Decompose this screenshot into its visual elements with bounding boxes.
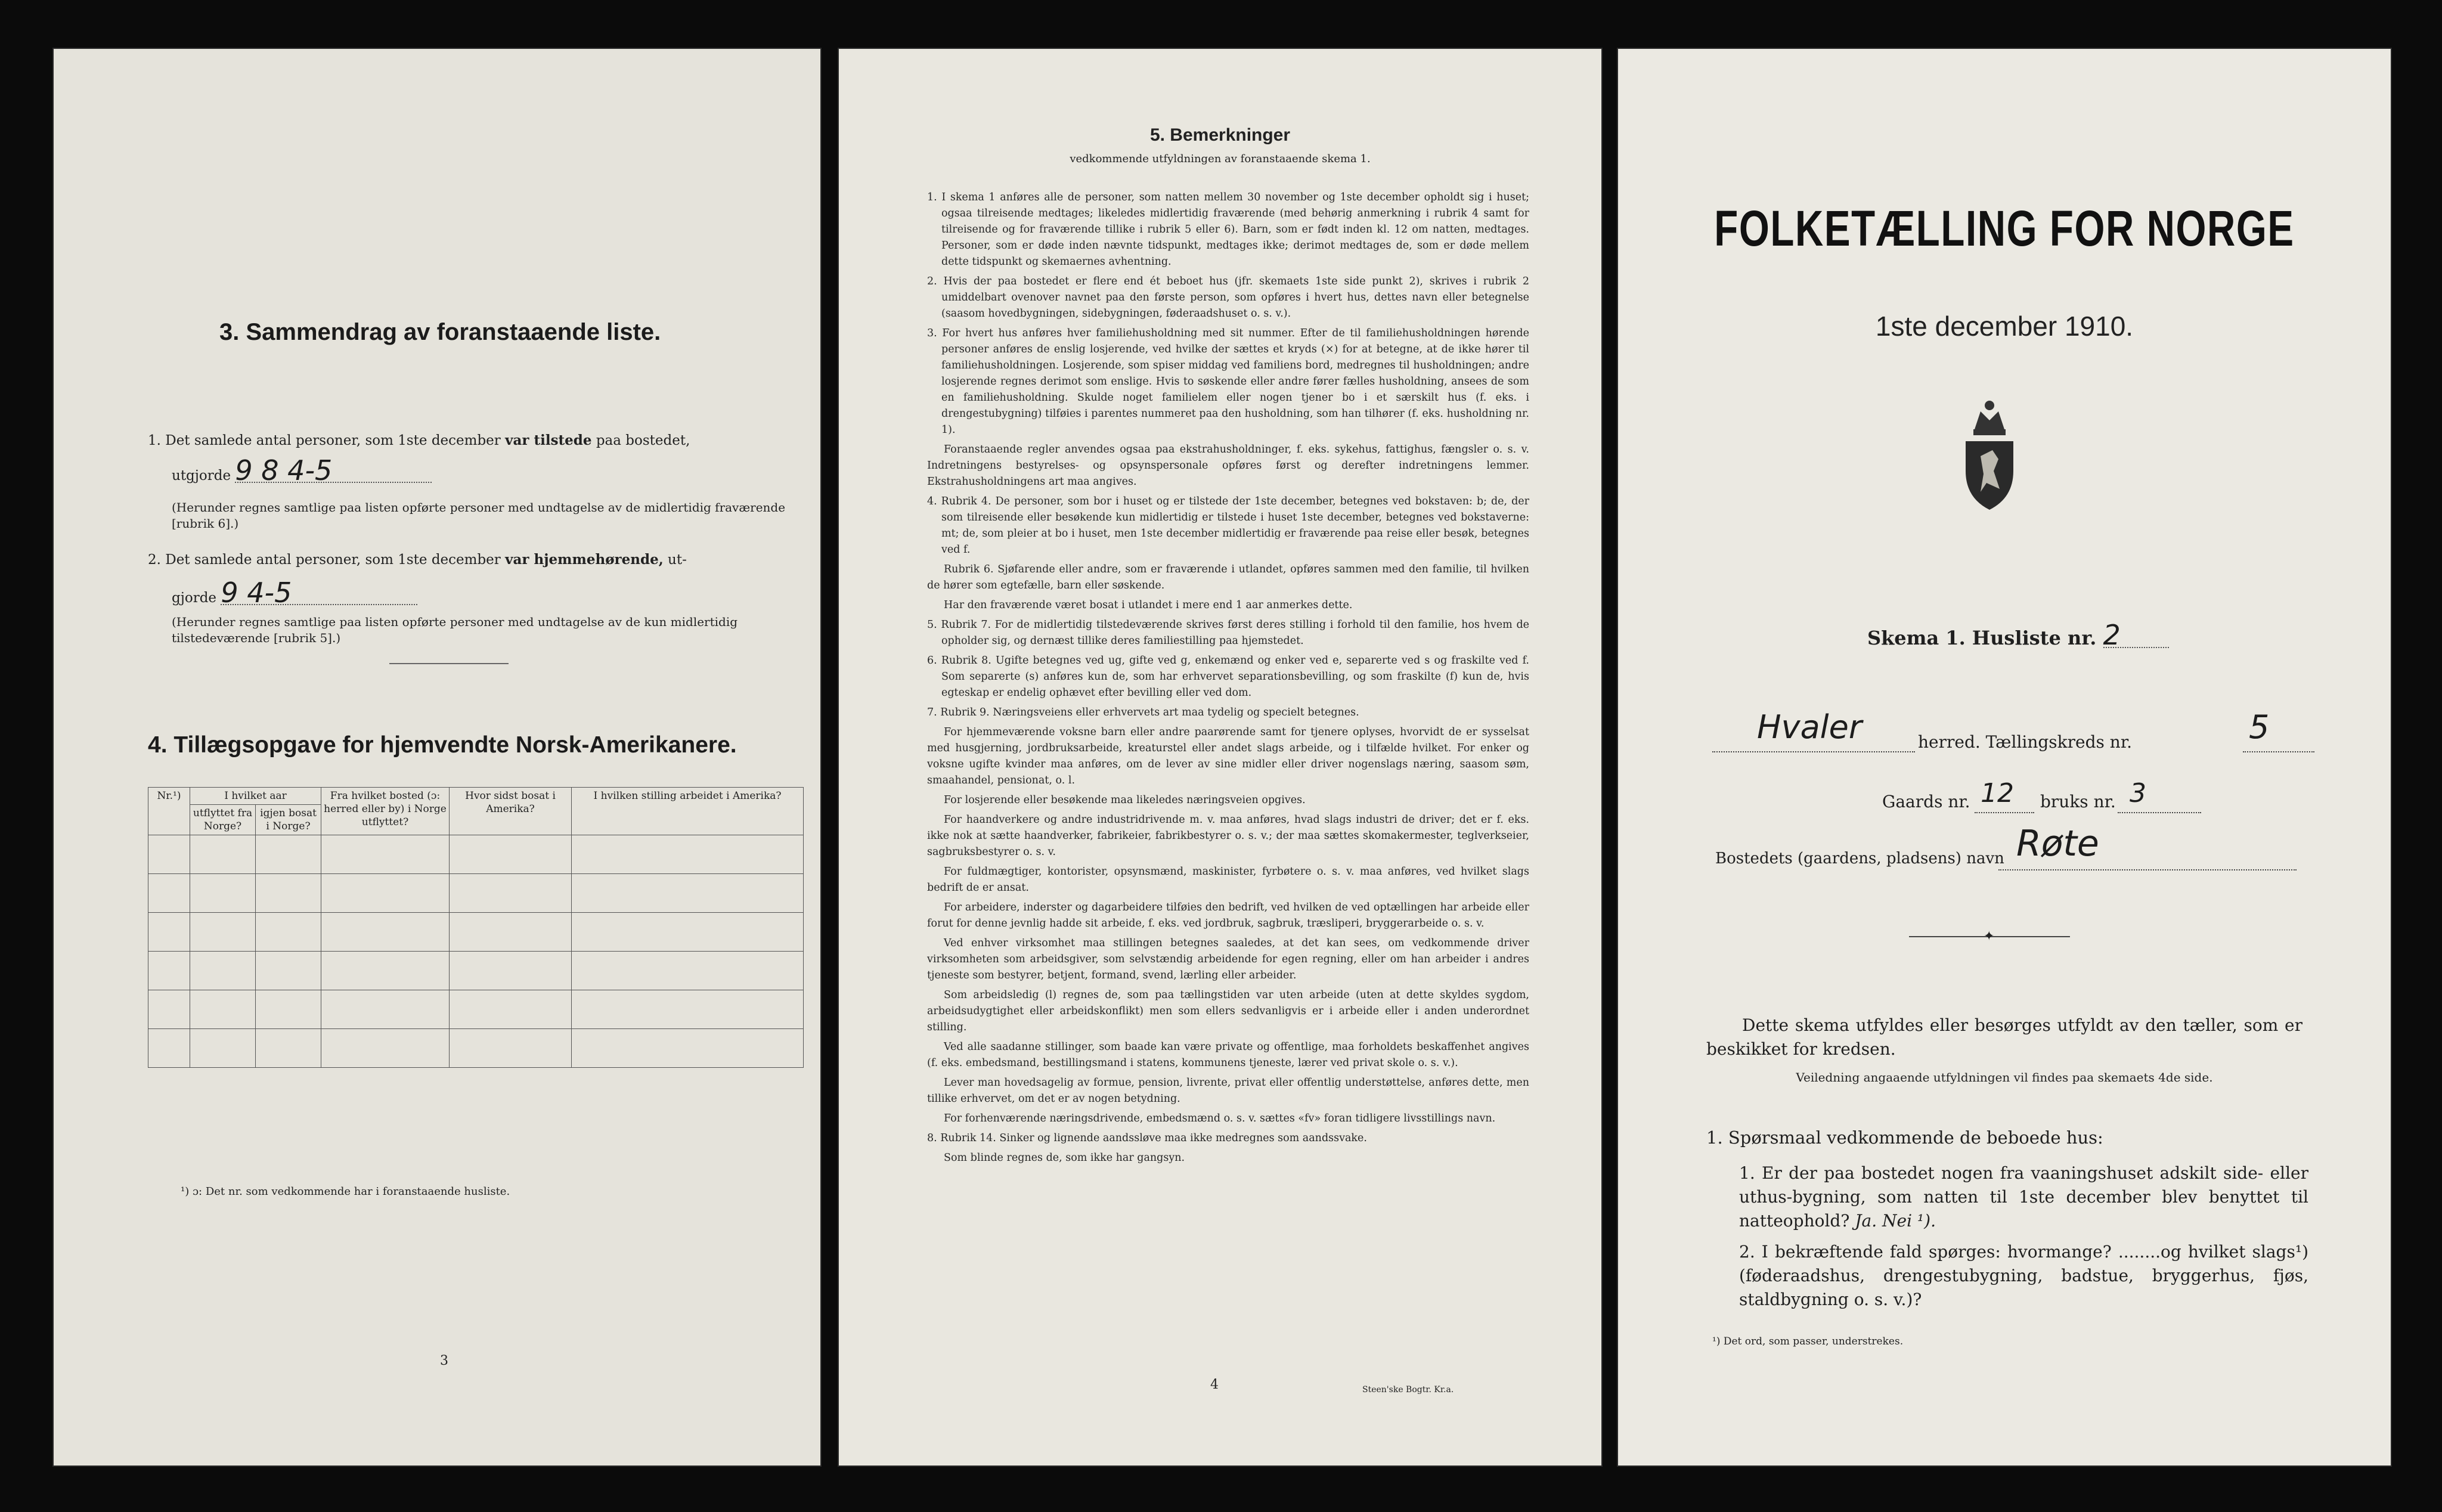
page-number: 4 [1210,1377,1219,1392]
table-row [148,913,804,952]
table-row [148,990,804,1029]
kreds-number: 5 [2249,708,2270,746]
col-emigrated: utflyttet fra Norge? [190,805,256,835]
page-left [52,48,822,1467]
note-7: 7. Rubrik 9. Næringsveiens eller erhvervets art maa tydelig og specielt betegnes. [927,707,1359,718]
note-8: 8. Rubrik 14. Sinker og lignende aandssløve maa ikke medregnes som aandssvake. [927,1132,1367,1144]
note-4b: Rubrik 6. Sjøfarende eller andre, som er fraværende i utlandet, opføres sammen med den familie, til hvilken de hører som egtefælle, barn eller søskende. [927,563,1529,591]
census-date: 1ste december 1910. [1875,311,2134,342]
question-1-answer: Ja. Nei ¹). [1855,1211,1936,1231]
note-7a: For hjemmeværende voksne barn eller andre paarørende samt for tjenere oplyses, hvorvidt de er sysselsat med husgjerning, jordbruksarbeide, kreaturstel eller andet slags arbeide, og i tilfælde hvilket. For enker og voksne ugifte kvinder maa anføres, om de lever av sine midler eller driver nogenslags næring, saasom søm, smaahandel, pensionat, o. l. [927,726,1529,786]
handwritten-count-resident: 9 4-5 [221,581,417,605]
summary-item-1-count: utgjorde 9 8 4-5 [172,459,432,487]
herred-value: Hvaler [1757,708,1863,746]
summary-item-2-count: gjorde 9 4-5 [172,581,417,609]
questions-title: 1. Spørsmaal vedkommende de beboede hus: [1706,1127,2103,1148]
col-returned: igjen bosat i Norge? [256,805,321,835]
note-7b: For losjerende eller besøkende maa likeledes næringsveien opgives. [944,794,1306,806]
note-2: 2. Hvis der paa bostedet er flere end ét beboet hus (jfr. skemaets 1ste side punkt 2), skrives i rubrik 2 umiddelbart ovenover navnet paa den første person, som opføres i hvert hus, dettes navn eller betegnelse (saasom hovedbygningen, sidebygningen, føderaadshuset o. s. v.). [927,275,1529,320]
note-1: 1. I skema 1 anføres alle de personer, som natten mellem 30 november og 1ste december opholdt sig i huset; ogsaa tilreisende medtages; likeledes midlertidig fraværende (med behørig anmerkning i rubrik 4 samt for tilreisende og for fraværende tillike i rubrik 5 eller 6). Barn, som er født inden kl. 12 om natten, medtages. Personer, som er døde inden nævnte tidspunkt, medtages ikke; derimot medtages de, som er døde mellem dette tidspunkt og skemaernes avhentning. [927,191,1529,268]
note-6: 6. Rubrik 8. Ugifte betegnes ved ug, gifte ved g, enkemænd og enker ved e, separerte ved s og fraskilte ved f. Som separerte (s) anføres kun de, som har erhvervet separationsbevilling, og som fraskilte (f) kun de, hvis egteskap er endelig ophævet efter bevilling eller ved dom. [927,655,1529,699]
table-row [148,1029,804,1068]
note-3b: Foranstaaende regler anvendes ogsaa paa ekstrahusholdninger, f. eks. sykehus, fattighus, fængsler o. s. v. Indretningens bestyrelses- og opsynspersonale opføres først og derefter indretningens lemmer. Ekstrahusholdningens art maa angives. [927,444,1529,488]
note-4c: Har den fraværende været bosat i utlandet i mere end 1 aar anmerkes dette. [944,599,1353,611]
note-7h: Ved alle saadanne stillinger, som baade kan være private og offentlige, maa forholdets beskaffenhet angives (f. eks. embedsmand, bestillingsmand i statens, kommunens tjeneste, lærer ved privat skole o. s. v.). [927,1041,1529,1069]
bruks-number: 3 [2130,778,2146,808]
page-right [1617,48,2392,1467]
gaards-label: Gaards nr. [1882,792,1970,811]
note-3: 3. For hvert hus anføres hver familiehusholdning med sit nummer. Efter de til familiehusholdningen hørende personer anføres de enslig losjerende, ved hvilke der sættes et kryds (×) for at betegne, at de ikke hører til familiehusholdningen. Losjerende, som spiser middag ved familiens bord, medregnes til husholdningen; andre losjerende regnes derimot som enslige. Hvis to søskende eller andre fører fælles husholdning, ansees de som en familiehusholdning. Skulde noget familielem eller nogen tjener bo i et særskilt hus (f. eks. i drengestubygning) tilføies i parentes nummeret paa den husholdning, som han tilhører (f. eks. husholdning nr. 1). [927,327,1529,436]
guidance: Veiledning angaaende utfyldningen vil findes paa skemaets 4de side. [1796,1070,2213,1085]
instructions: Dette skema utfyldes eller besørges utfyldt av den tæller, som er beskikket for kredsen. [1706,1015,2302,1059]
section3-title: 3. Sammendrag av foranstaaende liste. [219,319,661,345]
footnote: ¹) Det ord, som passer, understrekes. [1712,1336,1904,1347]
norsk-amerikanere-table [148,787,804,1068]
summary-item-2-note: (Herunder regnes samtlige paa listen opførte personer med undtagelse av de kun midlertidig tilstedeværende [rubrik 5].) [172,615,738,645]
note-7f: Ved enhver virksomhet maa stillingen betegnes saaledes, at det kan sees, om vedkommende driver virksomheten som arbeidsgiver, som selvstændig arbeidende for egen regning, eller om han arbeider i andres tjeneste som bestyrer, betjent, formand, svend, lærling eller arbeider. [927,937,1529,981]
skema-line: Skema 1. Husliste nr. 2 [1867,623,2169,650]
handwritten-count-present: 9 8 4-5 [235,459,432,483]
section4-title: 4. Tillægsopgave for hjemvendte Norsk-Amerikanere. [148,732,737,758]
note-7d: For fuldmægtiger, kontorister, opsynsmænd, maskinister, fyrbøtere o. s. v. maa anføres, ved hvilket slags bedrift de er ansat. [927,866,1529,894]
bosted-value: Røte [2016,823,2099,865]
col-year-group: I hvilket aar [190,788,321,805]
census-title: FOLKETÆLLING FOR NORGE [1714,200,2295,256]
note-8b: Som blinde regnes de, som ikke har gangsyn. [944,1152,1185,1164]
table-row [148,835,804,874]
herred-label: herred. Tællingskreds nr. [1918,732,2133,752]
gaards-number: 12 [1981,778,2014,808]
printer-mark: Steen'ske Bogtr. Kr.a. [1362,1385,1454,1395]
table-row [148,952,804,990]
divider [389,663,509,664]
bemerkninger-title: 5. Bemerkninger [1149,125,1291,145]
note-7e: For arbeidere, inderster og dagarbeidere tilføies den bedrift, ved hvilken de ved optællingen har arbeide eller forut for denne jevnlig hadde sit arbeide, f. eks. ved jordbruk, sagbruk, træsliperi, bryggerarbeide o. s. v. [927,901,1529,929]
coat-of-arms-icon [1957,388,2022,513]
husliste-number: 2 [2103,623,2169,648]
col-from-where: Fra hvilket bosted (ɔ: herred eller by) i Norge utflyttet? [321,788,450,835]
table-footnote: ¹) ɔ: Det nr. som vedkommende har i foranstaaende husliste. [181,1185,510,1198]
col-last-lived: Hvor sidst bosat i Amerika? [450,788,572,835]
question-1: 1. Er der paa bostedet nogen fra vaaningshuset adskilt side- eller uthus-bygning, som natten til 1ste december blev benyttet til natteophold? Ja. Nei ¹). [1739,1163,2308,1231]
bruks-label: bruks nr. [2040,792,2116,811]
note-7g: Som arbeidsledig (l) regnes de, som paa tællingstiden var uten arbeide (uten at dette skyldes sygdom, arbeidsudygtighet eller arbeidskonflikt) men som ellers sedvanligvis er i arbeide eller i anden underordnet stilling. [927,989,1529,1033]
question-2: 2. I bekræftende fald spørges: hvormange? ........og hvilket slags¹) (føderaadshus, drengestubygning, badstue, bryggerhus, fjøs, staldbygning o. s. v.)? [1739,1242,2308,1309]
note-4: 4. Rubrik 4. De personer, som bor i huset og er tilstede der 1ste december, betegnes ved bokstaven: b; de, der som tilreisende eller besøkende kun midlertidig er tilstede i huset 1ste december, betegnes ved bokstaverne: mt; de, som pleier at bo i huset, men 1ste december midlertidig er fraværende paa reise eller besøk, betegnes ved f. [927,495,1529,556]
bemerkninger-subtitle: vedkommende utfyldningen av foranstaaende skema 1. [1070,153,1371,165]
table-row [148,874,804,913]
summary-item-1-note: (Herunder regnes samtlige paa listen opførte personer med undtagelse av de midlertidig fraværende [rubrik 6].) [172,500,786,531]
note-5: 5. Rubrik 7. For de midlertidig tilstedeværende skrives først deres stilling i forhold til den familie, hos hvem de opholder sig, og dernæst tillike deres familiestilling paa hjemstedet. [927,619,1529,647]
page-number: 3 [440,1353,448,1368]
bosted-label: Bostedets (gaardens, pladsens) navn [1715,850,2004,867]
note-7c: For haandverkere og andre industridrivende m. v. maa anføres, hvad slags industri de driver; det er f. eks. ikke nok at sætte haandverker, fabrikeier, fabrikbestyrer o. s. v.; der maa sættes skomakermester, teglverkseier, sagbruksbestyrer o. s. v. [927,814,1529,858]
note-7j: For forhenværende næringsdrivende, embedsmænd o. s. v. sættes «fv» foran tidligere livsstillings navn. [944,1113,1496,1124]
summary-item-2: 2. Det samlede antal personer, som 1ste december var hjemmehørende, ut- [148,551,687,568]
col-occupation: I hvilken stilling arbeidet i Amerika? [572,788,804,835]
ornament-icon: ✦ [1984,929,1995,944]
note-7i: Lever man hovedsagelig av formue, pension, livrente, privat eller offentlig understøttelse, anføres dette, men tillike erhvervet, om det er av nogen betydning. [927,1077,1529,1105]
col-nr: Nr.¹) [148,788,190,835]
summary-item-1: 1. Det samlede antal personer, som 1ste december var tilstede paa bostedet, [148,432,690,448]
page-middle [838,48,1603,1467]
bemerkninger-body [927,190,1529,1170]
